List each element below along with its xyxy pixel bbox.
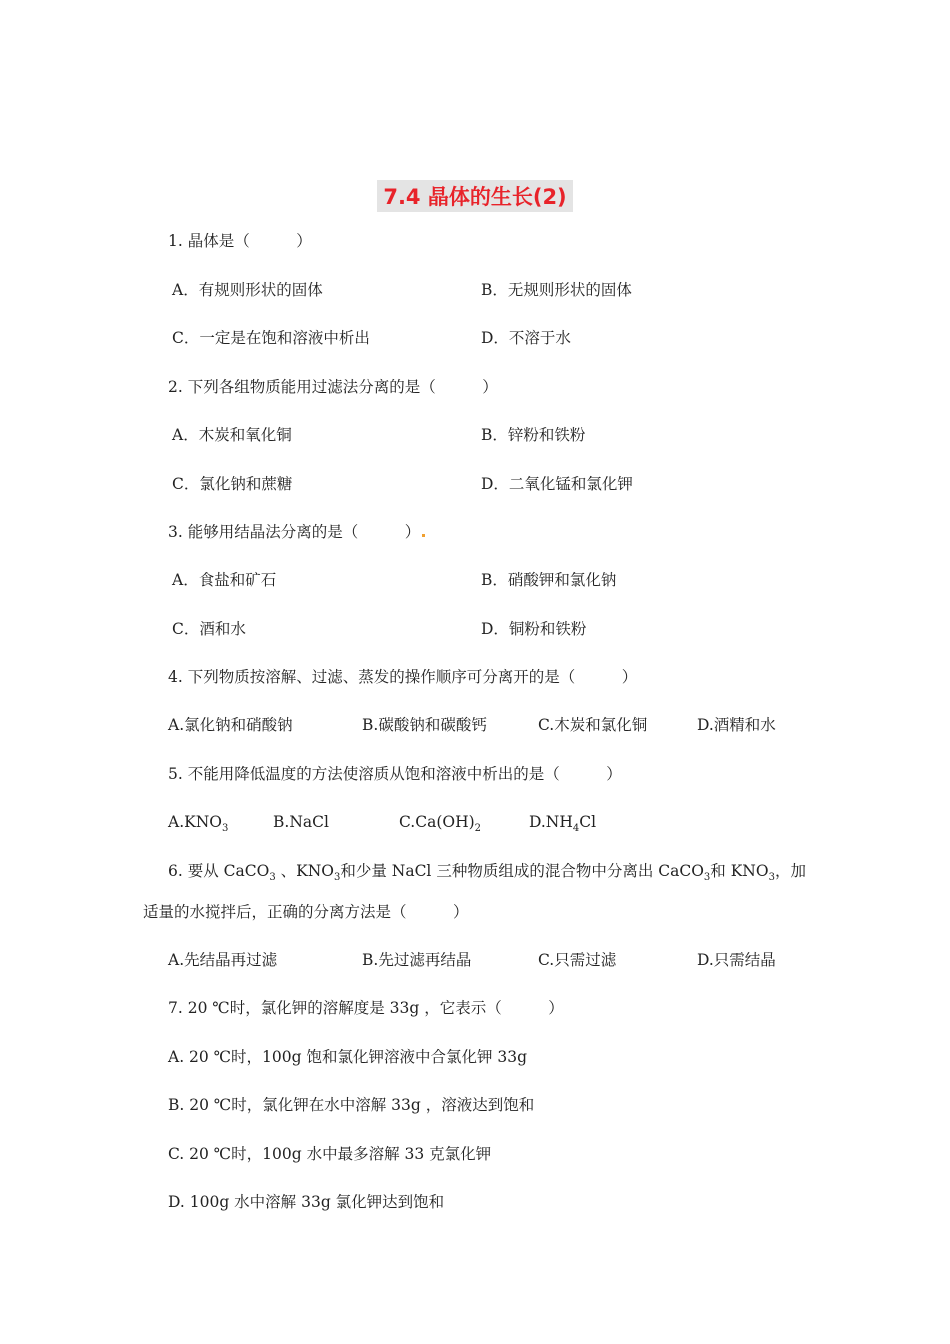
question-7-stem: 7. 20 ℃时，氯化钾的溶解度是 33g ，它表示（ ） bbox=[168, 999, 564, 1017]
question-2-stem: 2. 下列各组物质能用过滤法分离的是（ ） bbox=[168, 378, 498, 396]
question-7-option-b: B. 20 ℃时，氯化钾在水中溶解 33g ，溶液达到饱和 bbox=[168, 1096, 535, 1114]
subscript: 4 bbox=[572, 823, 580, 835]
question-1-option-b: B．无规则形状的固体 bbox=[481, 281, 632, 299]
page-title: 7.4 晶体的生长(2) bbox=[377, 180, 572, 212]
question-6-stem bbox=[168, 861, 806, 888]
stem-part: 和 KNO bbox=[710, 862, 769, 880]
title-container bbox=[0, 180, 950, 212]
option-d-text: D.NH bbox=[529, 813, 573, 831]
question-6-option-a: A.先结晶再过滤 bbox=[168, 951, 278, 969]
question-3-option-a: A．食盐和矿石 bbox=[172, 571, 277, 589]
question-4-stem: 4. 下列物质按溶解、过滤、蒸发的操作顺序可分离开的是（ ） bbox=[168, 668, 638, 686]
question-3-stem-text: 3. 能够用结晶法分离的是（ ） bbox=[168, 523, 421, 541]
question-3-stem bbox=[168, 522, 427, 542]
question-6-option-b: B.先过滤再结晶 bbox=[362, 951, 472, 969]
question-3-option-d: D．铜粉和铁粉 bbox=[481, 620, 587, 638]
question-7-option-c: C. 20 ℃时，100g 水中最多溶解 33 克氯化钾 bbox=[168, 1145, 492, 1163]
subscript: 3 bbox=[703, 872, 711, 884]
question-5-option-d bbox=[529, 812, 596, 839]
subscript: 3 bbox=[221, 823, 229, 835]
question-7-option-d: D. 100g 水中溶解 33g 氯化钾达到饱和 bbox=[168, 1193, 445, 1211]
question-5-option-c bbox=[399, 812, 481, 839]
option-a-text: A.KNO bbox=[168, 813, 222, 831]
question-4-option-b: B.碳酸钠和碳酸钙 bbox=[362, 716, 487, 734]
stem-part: 6. 要从 CaCO bbox=[168, 862, 270, 880]
option-d-text-tail: Cl bbox=[579, 813, 597, 831]
question-6-stem-line2: 适量的水搅拌后，正确的分离方法是（ ） bbox=[143, 903, 469, 921]
question-1-option-a: A．有规则形状的固体 bbox=[172, 281, 323, 299]
subscript: 3 bbox=[768, 872, 775, 884]
subscript: 3 bbox=[269, 872, 276, 884]
question-5-stem: 5. 不能用降低温度的方法使溶质从饱和溶液中析出的是（ ） bbox=[168, 765, 622, 783]
question-4-option-d: D.酒精和水 bbox=[697, 716, 776, 734]
subscript: 2 bbox=[474, 823, 482, 835]
stem-part: ，加 bbox=[774, 862, 806, 880]
question-6-option-d: D.只需结晶 bbox=[697, 951, 776, 969]
question-7-option-a: A. 20 ℃时，100g 饱和氯化钾溶液中合氯化钾 33g bbox=[168, 1048, 528, 1066]
question-4-option-c: C.木炭和氯化铜 bbox=[538, 716, 648, 734]
question-1-option-d: D．不溶于水 bbox=[481, 329, 571, 347]
question-3-option-c: C．酒和水 bbox=[172, 620, 246, 638]
question-1-stem: 1. 晶体是（ ） bbox=[168, 232, 312, 250]
question-5-option-a bbox=[168, 812, 228, 839]
question-3-option-b: B．硝酸钾和氯化钠 bbox=[481, 571, 617, 589]
stem-part: 和少量 NaCl 三种物质组成的混合物中分离出 CaCO bbox=[340, 862, 704, 880]
option-c-text: C.Ca(OH) bbox=[399, 813, 475, 831]
stem-part: 、KNO bbox=[275, 862, 334, 880]
question-4-option-a: A.氯化钠和硝酸钠 bbox=[168, 716, 293, 734]
question-5-option-b: B.NaCl bbox=[273, 813, 329, 831]
question-2-option-d: D．二氧化锰和氯化钾 bbox=[481, 475, 633, 493]
question-2-option-c: C．氯化钠和蔗糖 bbox=[172, 475, 293, 493]
question-2-option-a: A．木炭和氧化铜 bbox=[172, 426, 292, 444]
subscript: 3 bbox=[333, 872, 341, 884]
question-1-option-c: C．一定是在饱和溶液中析出 bbox=[172, 329, 370, 347]
highlight-mark bbox=[422, 534, 425, 537]
question-2-option-b: B．锌粉和铁粉 bbox=[481, 426, 586, 444]
question-6-option-c: C.只需过滤 bbox=[538, 951, 617, 969]
